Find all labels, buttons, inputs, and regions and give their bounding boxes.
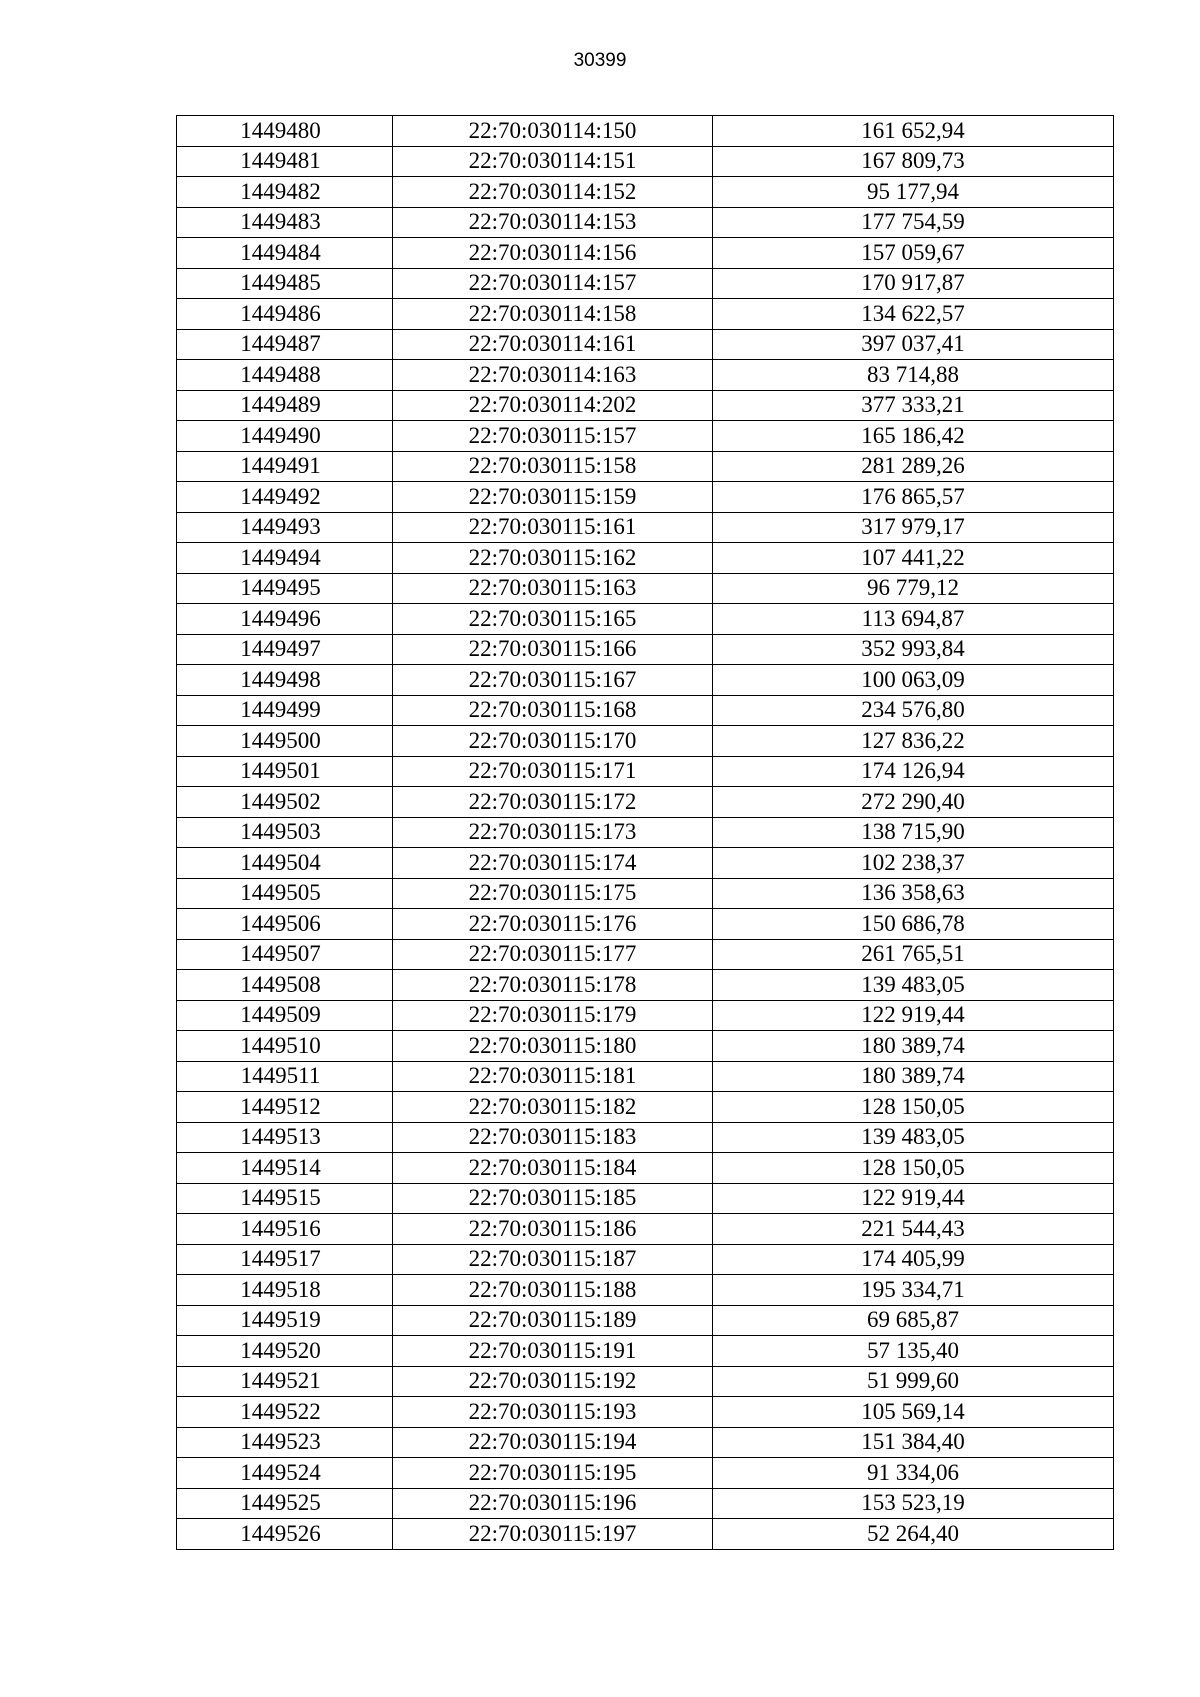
cell-cadastral-number: 22:70:030115:163 <box>393 573 713 604</box>
cell-cadastral-number: 22:70:030114:158 <box>393 299 713 330</box>
cell-cadastral-number: 22:70:030115:170 <box>393 726 713 757</box>
table-row <box>177 1153 1114 1184</box>
table-row <box>177 360 1114 391</box>
table-row <box>177 604 1114 635</box>
cell-id: 1449510 <box>177 1031 393 1062</box>
cell-id: 1449511 <box>177 1061 393 1092</box>
cell-value: 174 405,99 <box>713 1244 1114 1275</box>
cell-cadastral-number: 22:70:030115:197 <box>393 1519 713 1550</box>
table-row <box>177 573 1114 604</box>
table-row <box>177 1519 1114 1550</box>
table-row <box>177 634 1114 665</box>
cell-value: 107 441,22 <box>713 543 1114 574</box>
table-row <box>177 238 1114 269</box>
cell-id: 1449490 <box>177 421 393 452</box>
cell-id: 1449484 <box>177 238 393 269</box>
cell-cadastral-number: 22:70:030115:173 <box>393 817 713 848</box>
cell-id: 1449492 <box>177 482 393 513</box>
cell-id: 1449514 <box>177 1153 393 1184</box>
cell-value: 122 919,44 <box>713 1000 1114 1031</box>
cell-id: 1449480 <box>177 116 393 147</box>
table-row <box>177 817 1114 848</box>
cell-value: 95 177,94 <box>713 177 1114 208</box>
table-row <box>177 1244 1114 1275</box>
cell-id: 1449485 <box>177 268 393 299</box>
cell-cadastral-number: 22:70:030115:157 <box>393 421 713 452</box>
data-table <box>176 115 1114 1550</box>
cell-cadastral-number: 22:70:030115:188 <box>393 1275 713 1306</box>
cell-value: 272 290,40 <box>713 787 1114 818</box>
cell-cadastral-number: 22:70:030114:157 <box>393 268 713 299</box>
cell-cadastral-number: 22:70:030115:167 <box>393 665 713 696</box>
cell-id: 1449483 <box>177 207 393 238</box>
cell-id: 1449524 <box>177 1458 393 1489</box>
table-row <box>177 1397 1114 1428</box>
cell-cadastral-number: 22:70:030115:165 <box>393 604 713 635</box>
cell-value: 96 779,12 <box>713 573 1114 604</box>
cell-id: 1449503 <box>177 817 393 848</box>
cell-value: 153 523,19 <box>713 1488 1114 1519</box>
cell-id: 1449507 <box>177 939 393 970</box>
table-row <box>177 207 1114 238</box>
cell-value: 157 059,67 <box>713 238 1114 269</box>
table-row <box>177 665 1114 696</box>
table-row <box>177 878 1114 909</box>
cell-id: 1449493 <box>177 512 393 543</box>
table-row <box>177 1000 1114 1031</box>
cell-cadastral-number: 22:70:030115:193 <box>393 1397 713 1428</box>
cell-id: 1449494 <box>177 543 393 574</box>
cell-value: 165 186,42 <box>713 421 1114 452</box>
cell-value: 134 622,57 <box>713 299 1114 330</box>
cell-cadastral-number: 22:70:030114:151 <box>393 146 713 177</box>
table-row <box>177 451 1114 482</box>
cell-id: 1449515 <box>177 1183 393 1214</box>
cell-id: 1449519 <box>177 1305 393 1336</box>
cell-id: 1449488 <box>177 360 393 391</box>
cell-id: 1449512 <box>177 1092 393 1123</box>
cell-cadastral-number: 22:70:030115:186 <box>393 1214 713 1245</box>
cell-cadastral-number: 22:70:030115:161 <box>393 512 713 543</box>
cell-cadastral-number: 22:70:030115:178 <box>393 970 713 1001</box>
cell-value: 176 865,57 <box>713 482 1114 513</box>
cell-id: 1449491 <box>177 451 393 482</box>
cell-id: 1449497 <box>177 634 393 665</box>
cell-cadastral-number: 22:70:030114:156 <box>393 238 713 269</box>
cell-value: 281 289,26 <box>713 451 1114 482</box>
table-row <box>177 268 1114 299</box>
cell-id: 1449501 <box>177 756 393 787</box>
table-row <box>177 726 1114 757</box>
cell-value: 180 389,74 <box>713 1061 1114 1092</box>
cell-id: 1449487 <box>177 329 393 360</box>
table-row <box>177 1092 1114 1123</box>
cell-cadastral-number: 22:70:030115:166 <box>393 634 713 665</box>
cell-value: 161 652,94 <box>713 116 1114 147</box>
cell-value: 52 264,40 <box>713 1519 1114 1550</box>
cell-id: 1449523 <box>177 1427 393 1458</box>
cell-cadastral-number: 22:70:030115:185 <box>393 1183 713 1214</box>
cell-value: 122 919,44 <box>713 1183 1114 1214</box>
cell-value: 138 715,90 <box>713 817 1114 848</box>
cell-id: 1449481 <box>177 146 393 177</box>
cell-value: 177 754,59 <box>713 207 1114 238</box>
cell-cadastral-number: 22:70:030115:184 <box>393 1153 713 1184</box>
cell-cadastral-number: 22:70:030115:158 <box>393 451 713 482</box>
cell-value: 397 037,41 <box>713 329 1114 360</box>
cell-id: 1449482 <box>177 177 393 208</box>
table-row <box>177 1214 1114 1245</box>
cell-value: 180 389,74 <box>713 1031 1114 1062</box>
cell-cadastral-number: 22:70:030115:159 <box>393 482 713 513</box>
table-row <box>177 390 1114 421</box>
cell-id: 1449521 <box>177 1366 393 1397</box>
table-row <box>177 421 1114 452</box>
cell-value: 128 150,05 <box>713 1153 1114 1184</box>
cell-cadastral-number: 22:70:030114:152 <box>393 177 713 208</box>
cell-cadastral-number: 22:70:030115:180 <box>393 1031 713 1062</box>
table-row <box>177 482 1114 513</box>
cell-id: 1449517 <box>177 1244 393 1275</box>
cell-cadastral-number: 22:70:030115:194 <box>393 1427 713 1458</box>
cell-id: 1449486 <box>177 299 393 330</box>
cell-value: 151 384,40 <box>713 1427 1114 1458</box>
table-row <box>177 787 1114 818</box>
table-row <box>177 177 1114 208</box>
cell-cadastral-number: 22:70:030115:171 <box>393 756 713 787</box>
table-row <box>177 909 1114 940</box>
cell-value: 128 150,05 <box>713 1092 1114 1123</box>
cell-cadastral-number: 22:70:030114:153 <box>393 207 713 238</box>
cell-cadastral-number: 22:70:030115:196 <box>393 1488 713 1519</box>
cell-value: 234 576,80 <box>713 695 1114 726</box>
cell-id: 1449525 <box>177 1488 393 1519</box>
cell-id: 1449518 <box>177 1275 393 1306</box>
table-body <box>177 116 1114 1550</box>
table-row <box>177 756 1114 787</box>
cell-id: 1449505 <box>177 878 393 909</box>
table-row <box>177 146 1114 177</box>
cell-cadastral-number: 22:70:030115:183 <box>393 1122 713 1153</box>
table-row <box>177 1488 1114 1519</box>
cell-id: 1449516 <box>177 1214 393 1245</box>
table-row <box>177 329 1114 360</box>
cell-value: 352 993,84 <box>713 634 1114 665</box>
cell-id: 1449509 <box>177 1000 393 1031</box>
table-row <box>177 939 1114 970</box>
cell-cadastral-number: 22:70:030115:189 <box>393 1305 713 1336</box>
table-row <box>177 299 1114 330</box>
cell-id: 1449520 <box>177 1336 393 1367</box>
table-row <box>177 1122 1114 1153</box>
cell-value: 261 765,51 <box>713 939 1114 970</box>
cell-cadastral-number: 22:70:030115:192 <box>393 1366 713 1397</box>
table-row <box>177 1061 1114 1092</box>
cell-value: 83 714,88 <box>713 360 1114 391</box>
cell-value: 174 126,94 <box>713 756 1114 787</box>
cell-cadastral-number: 22:70:030114:163 <box>393 360 713 391</box>
cell-cadastral-number: 22:70:030115:195 <box>393 1458 713 1489</box>
cell-id: 1449495 <box>177 573 393 604</box>
cell-id: 1449496 <box>177 604 393 635</box>
cell-cadastral-number: 22:70:030114:202 <box>393 390 713 421</box>
cell-id: 1449489 <box>177 390 393 421</box>
cell-cadastral-number: 22:70:030115:191 <box>393 1336 713 1367</box>
table-row <box>177 116 1114 147</box>
table-row <box>177 695 1114 726</box>
page-number: 30399 <box>573 50 627 71</box>
cell-cadastral-number: 22:70:030114:150 <box>393 116 713 147</box>
table-row <box>177 1458 1114 1489</box>
table-row <box>177 1183 1114 1214</box>
cell-value: 221 544,43 <box>713 1214 1114 1245</box>
cell-value: 139 483,05 <box>713 1122 1114 1153</box>
cell-value: 150 686,78 <box>713 909 1114 940</box>
cell-value: 91 334,06 <box>713 1458 1114 1489</box>
cell-id: 1449500 <box>177 726 393 757</box>
cell-cadastral-number: 22:70:030115:176 <box>393 909 713 940</box>
cell-value: 377 333,21 <box>713 390 1114 421</box>
cell-id: 1449502 <box>177 787 393 818</box>
cell-value: 113 694,87 <box>713 604 1114 635</box>
cell-cadastral-number: 22:70:030115:182 <box>393 1092 713 1123</box>
table-row <box>177 512 1114 543</box>
cell-value: 100 063,09 <box>713 665 1114 696</box>
table-row <box>177 1366 1114 1397</box>
cell-cadastral-number: 22:70:030115:177 <box>393 939 713 970</box>
cell-cadastral-number: 22:70:030115:175 <box>393 878 713 909</box>
cell-value: 105 569,14 <box>713 1397 1114 1428</box>
table-row <box>177 1427 1114 1458</box>
cell-value: 127 836,22 <box>713 726 1114 757</box>
cell-value: 195 334,71 <box>713 1275 1114 1306</box>
table-row <box>177 970 1114 1001</box>
cell-id: 1449498 <box>177 665 393 696</box>
cell-cadastral-number: 22:70:030114:161 <box>393 329 713 360</box>
cell-id: 1449508 <box>177 970 393 1001</box>
cell-value: 317 979,17 <box>713 512 1114 543</box>
cell-value: 57 135,40 <box>713 1336 1114 1367</box>
cell-value: 69 685,87 <box>713 1305 1114 1336</box>
cell-cadastral-number: 22:70:030115:174 <box>393 848 713 879</box>
table-row <box>177 1336 1114 1367</box>
table-row <box>177 1275 1114 1306</box>
cell-id: 1449504 <box>177 848 393 879</box>
cell-cadastral-number: 22:70:030115:168 <box>393 695 713 726</box>
table-row <box>177 1305 1114 1336</box>
cell-id: 1449526 <box>177 1519 393 1550</box>
cell-value: 51 999,60 <box>713 1366 1114 1397</box>
table-row <box>177 543 1114 574</box>
cell-id: 1449506 <box>177 909 393 940</box>
cell-value: 167 809,73 <box>713 146 1114 177</box>
cell-value: 139 483,05 <box>713 970 1114 1001</box>
cell-id: 1449522 <box>177 1397 393 1428</box>
cell-id: 1449499 <box>177 695 393 726</box>
cell-cadastral-number: 22:70:030115:179 <box>393 1000 713 1031</box>
cell-id: 1449513 <box>177 1122 393 1153</box>
cell-value: 102 238,37 <box>713 848 1114 879</box>
cell-cadastral-number: 22:70:030115:162 <box>393 543 713 574</box>
cell-value: 136 358,63 <box>713 878 1114 909</box>
cell-value: 170 917,87 <box>713 268 1114 299</box>
table-row <box>177 1031 1114 1062</box>
cell-cadastral-number: 22:70:030115:187 <box>393 1244 713 1275</box>
cell-cadastral-number: 22:70:030115:172 <box>393 787 713 818</box>
cell-cadastral-number: 22:70:030115:181 <box>393 1061 713 1092</box>
table-row <box>177 848 1114 879</box>
